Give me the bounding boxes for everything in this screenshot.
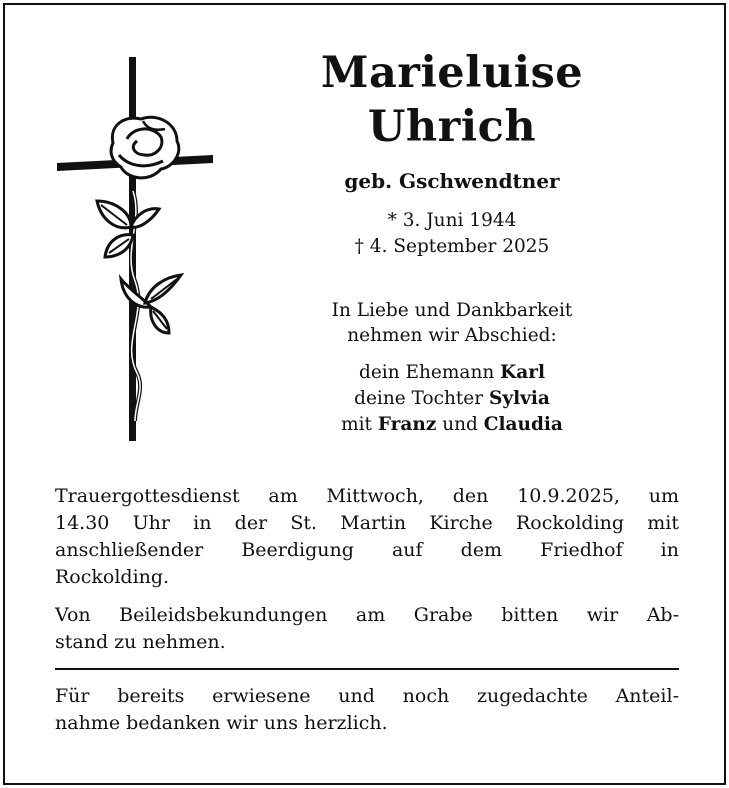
text-line: 14.30 Uhr in der St. Martin Kirche Rockolding mit — [55, 512, 679, 534]
obituary-notice — [3, 3, 726, 785]
deceased-last-name: Uhrich — [367, 102, 537, 152]
birth-name: geb. Gschwendtner — [344, 169, 560, 193]
farewell-text — [242, 298, 662, 348]
text-line: anschließender Beerdigung auf dem Friedhof in — [55, 539, 679, 561]
farewell-line: nehmen wir Abschied: — [347, 325, 557, 346]
text-line: Trauergottesdienst am Mittwoch, den 10.9.2025, um — [55, 485, 679, 507]
thanks-note — [55, 683, 679, 737]
divider — [55, 668, 679, 670]
text-line: stand zu nehmen. — [55, 631, 226, 653]
text-line: nahme bedanken wir uns herzlich. — [55, 712, 388, 734]
family-member-daughter: deine Tochter Sylvia — [354, 388, 550, 409]
family-member-husband: dein Ehemann Karl — [359, 362, 545, 383]
life-dates — [242, 208, 662, 260]
condolence-note — [55, 602, 679, 656]
text-line: Rockolding. — [55, 566, 170, 588]
death-date: † 4. September 2025 — [354, 236, 550, 257]
family-list — [242, 360, 662, 438]
funeral-service-info — [55, 483, 679, 591]
farewell-line: In Liebe und Dankbarkeit — [331, 300, 573, 321]
text-line: Für bereits erwiesene und noch zugedachte Anteil- — [55, 685, 679, 707]
cross-with-rose-icon — [51, 51, 217, 443]
text-line: Von Beileidsbekundungen am Grabe bitten wir Ab- — [55, 604, 679, 626]
birth-date: * 3. Juni 1944 — [387, 210, 517, 231]
deceased-first-name: Marieluise — [320, 48, 584, 98]
family-member-grandchildren: mit Franz und Claudia — [341, 414, 563, 435]
